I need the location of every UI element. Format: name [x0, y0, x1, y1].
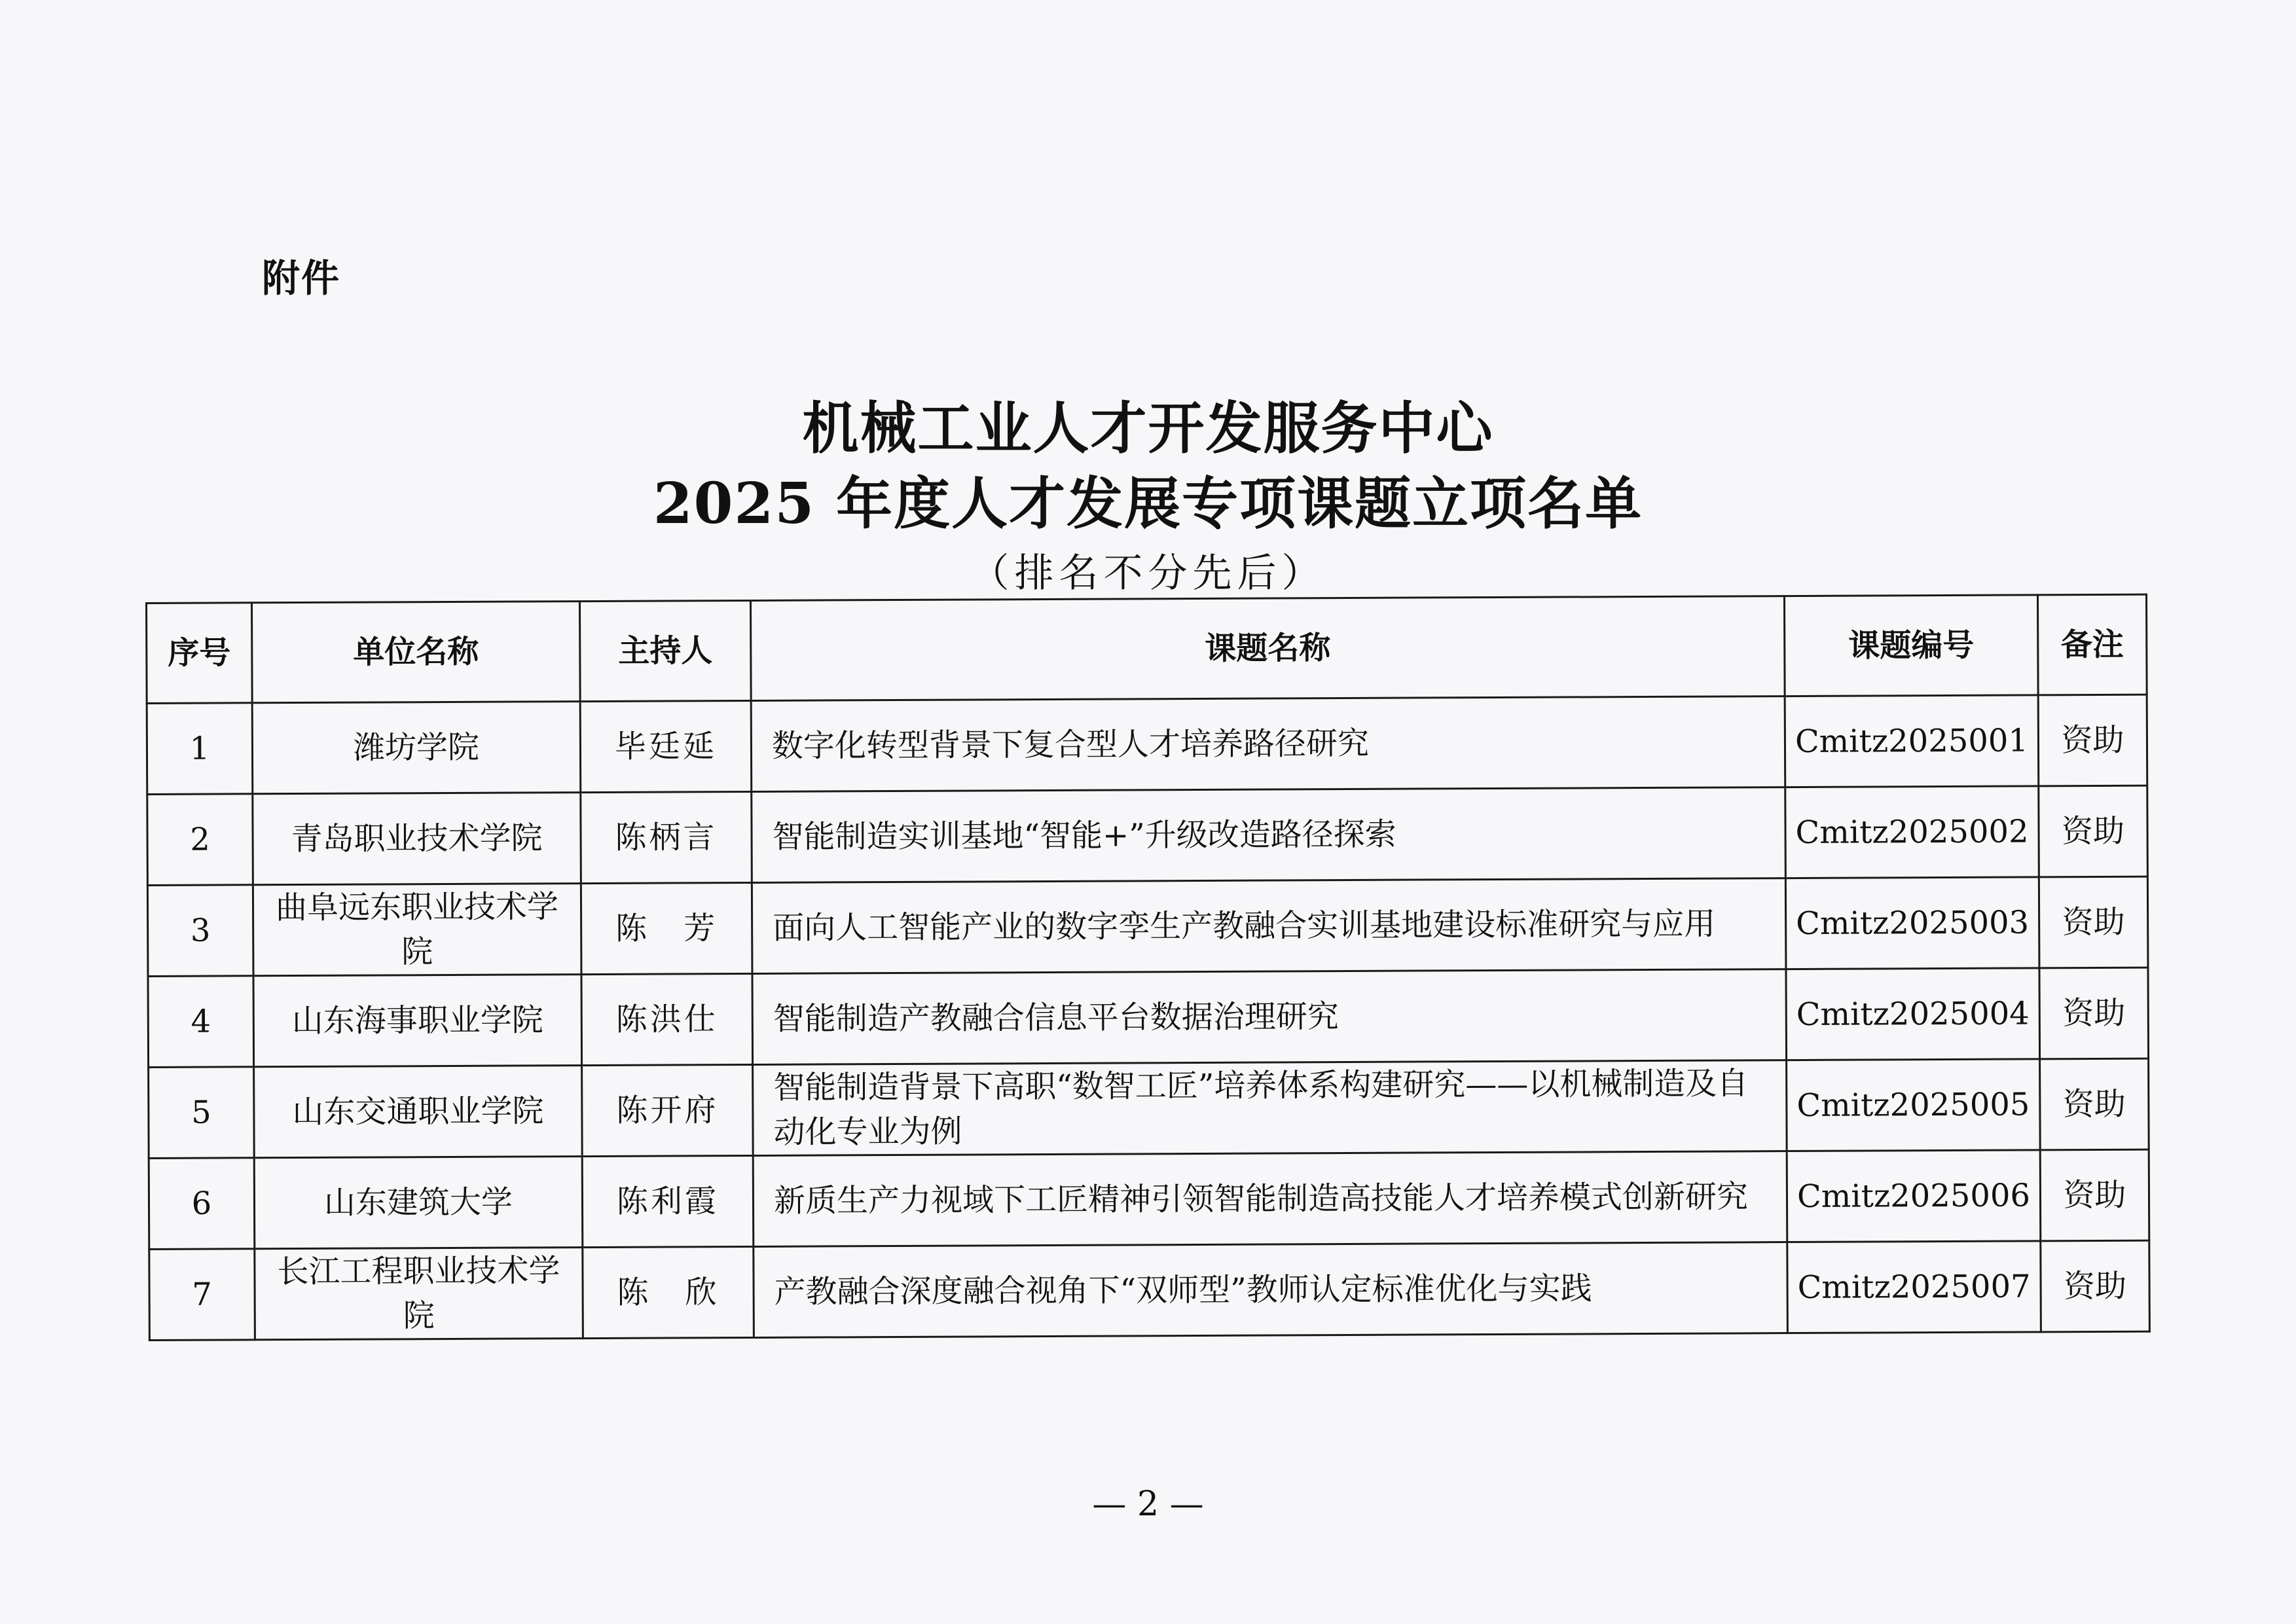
- header-host: 主持人: [580, 600, 752, 701]
- document-title-line1: 机械工业人才开发服务中心: [802, 395, 1494, 461]
- cell-topic: 数字化转型背景下复合型人才培养路径研究: [751, 696, 1785, 792]
- table-row: [147, 695, 2147, 794]
- cell-host: 陈 芳: [581, 882, 752, 974]
- header-topic: 课题名称: [750, 596, 1785, 701]
- attachment-label: 附件: [262, 256, 341, 300]
- cell-index: 4: [148, 976, 254, 1068]
- cell-index: 6: [149, 1158, 255, 1250]
- cell-note: 资助: [2038, 695, 2147, 786]
- cell-unit: 长江工程职业技术学院: [255, 1248, 583, 1340]
- cell-topic: 智能制造产教融合信息平台数据治理研究: [752, 969, 1787, 1065]
- cell-code: Cmitz2025001: [1785, 695, 2039, 787]
- table-row: [148, 967, 2149, 1067]
- cell-host: 毕廷延: [580, 700, 752, 792]
- cell-code: Cmitz2025005: [1787, 1059, 2041, 1151]
- header-code: 课题编号: [1785, 595, 2039, 696]
- cell-index: 7: [149, 1249, 255, 1341]
- cell-note: 资助: [2040, 1058, 2149, 1150]
- cell-unit: 山东建筑大学: [254, 1157, 583, 1249]
- cell-topic: 新质生产力视域下工匠精神引领智能制造高技能人才培养模式创新研究: [753, 1151, 1787, 1247]
- cell-note: 资助: [2040, 1149, 2149, 1241]
- cell-unit: 山东海事职业学院: [253, 975, 582, 1067]
- table-row: [147, 876, 2148, 976]
- cell-code: Cmitz2025007: [1787, 1241, 2041, 1333]
- header-index: 序号: [147, 603, 253, 704]
- project-list-table: [145, 594, 2151, 1341]
- cell-topic: 智能制造背景下高职“数智工匠”培养体系构建研究——以机械制造及自动化专业为例: [753, 1060, 1787, 1156]
- table-row: [149, 1058, 2149, 1158]
- cell-note: 资助: [2041, 1240, 2150, 1332]
- cell-host: 陈柄言: [581, 791, 752, 883]
- cell-topic: 产教融合深度融合视角下“双师型”教师认定标准优化与实践: [754, 1242, 1788, 1338]
- cell-unit: 潍坊学院: [252, 702, 581, 794]
- document-subtitle: （排名不分先后）: [970, 550, 1326, 596]
- header-unit: 单位名称: [252, 602, 581, 703]
- cell-host: 陈开府: [582, 1064, 754, 1156]
- cell-unit: 青岛职业技术学院: [253, 793, 581, 885]
- cell-unit: 山东交通职业学院: [254, 1066, 583, 1158]
- cell-host: 陈洪仕: [581, 973, 753, 1065]
- cell-topic: 面向人工智能产业的数字孪生产教融合实训基地建设标准研究与应用: [752, 878, 1786, 974]
- table-header-row: [147, 594, 2147, 703]
- cell-host: 陈 欣: [583, 1246, 754, 1338]
- cell-note: 资助: [2039, 967, 2149, 1059]
- cell-unit: 曲阜远东职业技术学院: [253, 884, 581, 976]
- cell-host: 陈利霞: [582, 1155, 754, 1247]
- cell-code: Cmitz2025006: [1787, 1150, 2041, 1242]
- page-number: — 2 —: [1092, 1485, 1204, 1524]
- cell-note: 资助: [2039, 785, 2148, 877]
- cell-index: 2: [147, 794, 253, 886]
- cell-index: 3: [147, 885, 253, 977]
- cell-code: Cmitz2025003: [1785, 877, 2039, 969]
- cell-code: Cmitz2025002: [1785, 786, 2039, 878]
- table-row: [147, 785, 2148, 885]
- header-note: 备注: [2037, 594, 2147, 695]
- cell-index: 1: [147, 703, 253, 795]
- table-row: [149, 1149, 2149, 1249]
- document-title-line2: 2025 年度人才发展专项课题立项名单: [653, 471, 1643, 537]
- table-row: [149, 1240, 2150, 1340]
- cell-index: 5: [149, 1067, 255, 1159]
- cell-note: 资助: [2039, 876, 2148, 968]
- cell-topic: 智能制造实训基地“智能+”升级改造路径探索: [752, 787, 1786, 883]
- cell-code: Cmitz2025004: [1786, 968, 2040, 1060]
